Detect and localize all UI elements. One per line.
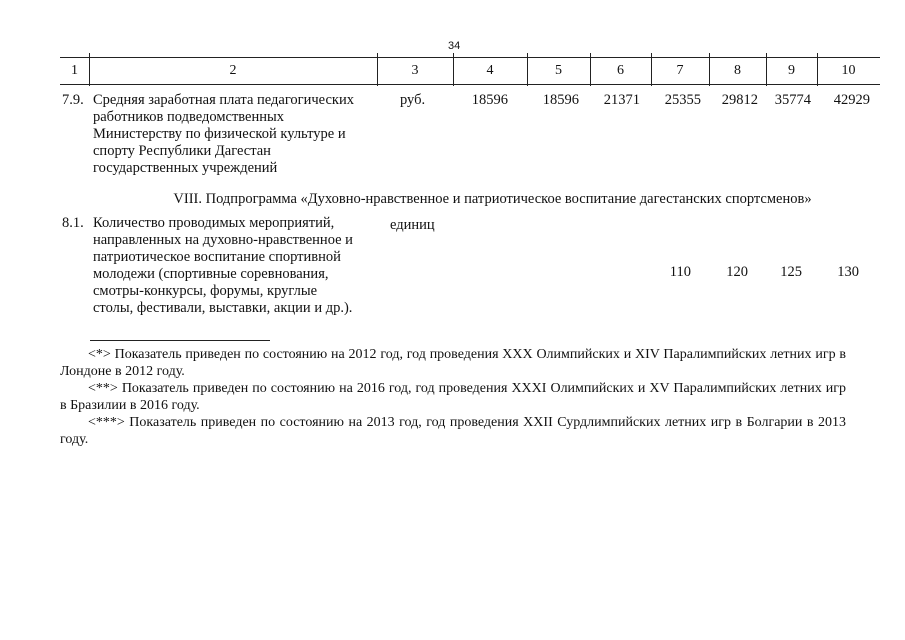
row-value: 18596 — [471, 92, 508, 108]
header-cell: 2 — [229, 63, 237, 78]
header-cell: 3 — [411, 63, 419, 78]
header-bottom-border — [60, 84, 880, 85]
row-value: 35774 — [774, 92, 811, 108]
footnote: <***> Показатель приведен по состоянию на 2013 год, год проведения XXII Сурдлимпийских летних игр в Болгарии в 2013 году. — [60, 415, 846, 447]
header-cell: 8 — [734, 63, 741, 78]
header-cell: 10 — [841, 63, 856, 78]
row-value: 25355 — [664, 92, 701, 108]
row-value: 110 — [669, 264, 691, 280]
row-value: 125 — [780, 264, 802, 280]
row-value: 29812 — [721, 92, 758, 108]
row-value: 18596 — [542, 92, 579, 108]
footnote: <*> Показатель приведен по состоянию на 2012 год, год проведения XXX Олимпийских и XIV Паралимпийских летних игр в Лондоне в 2012 году. — [60, 347, 846, 379]
header-cell: 9 — [788, 63, 795, 78]
header-cell: 5 — [555, 63, 562, 78]
header-cell: 4 — [486, 63, 494, 78]
row-value: 120 — [726, 264, 748, 280]
header-top-border — [60, 57, 880, 58]
footnote-separator — [90, 340, 270, 341]
footnote: <**> Показатель приведен по состоянию на 2016 год, год проведения XXXI Олимпийских и XV Паралимпийских летних игр в Бразилии в 2016 году. — [60, 381, 846, 413]
section-title: VIII. Подпрограмма «Духовно-нравственное и патриотическое воспитание дагестанских спортсменов» — [173, 191, 812, 207]
row-number: 8.1. — [62, 215, 84, 231]
row-unit: руб. — [400, 92, 426, 108]
row-value: 130 — [837, 264, 859, 280]
row-unit: единиц — [390, 217, 435, 233]
page-number: 34 — [448, 40, 461, 52]
header-cell: 6 — [617, 63, 624, 78]
row-value: 42929 — [833, 92, 870, 108]
row-description: Средняя заработная плата педагогических работников подведомственных Министерству по физической культуре и спорту Республики Дагестан государственных учреждений — [93, 92, 354, 176]
header-cell: 7 — [676, 63, 684, 78]
row-value: 21371 — [603, 92, 640, 108]
header-cell: 1 — [71, 63, 78, 78]
row-number: 7.9. — [62, 92, 84, 108]
row-description: Количество проводимых мероприятий, направленных на духовно-нравственное и патриотическое воспитание спортивной молодежи (спортивные соревнования, смотры-конкурсы, форумы, круглые столы, фестивали, выставки, акции и др.). — [93, 215, 353, 316]
